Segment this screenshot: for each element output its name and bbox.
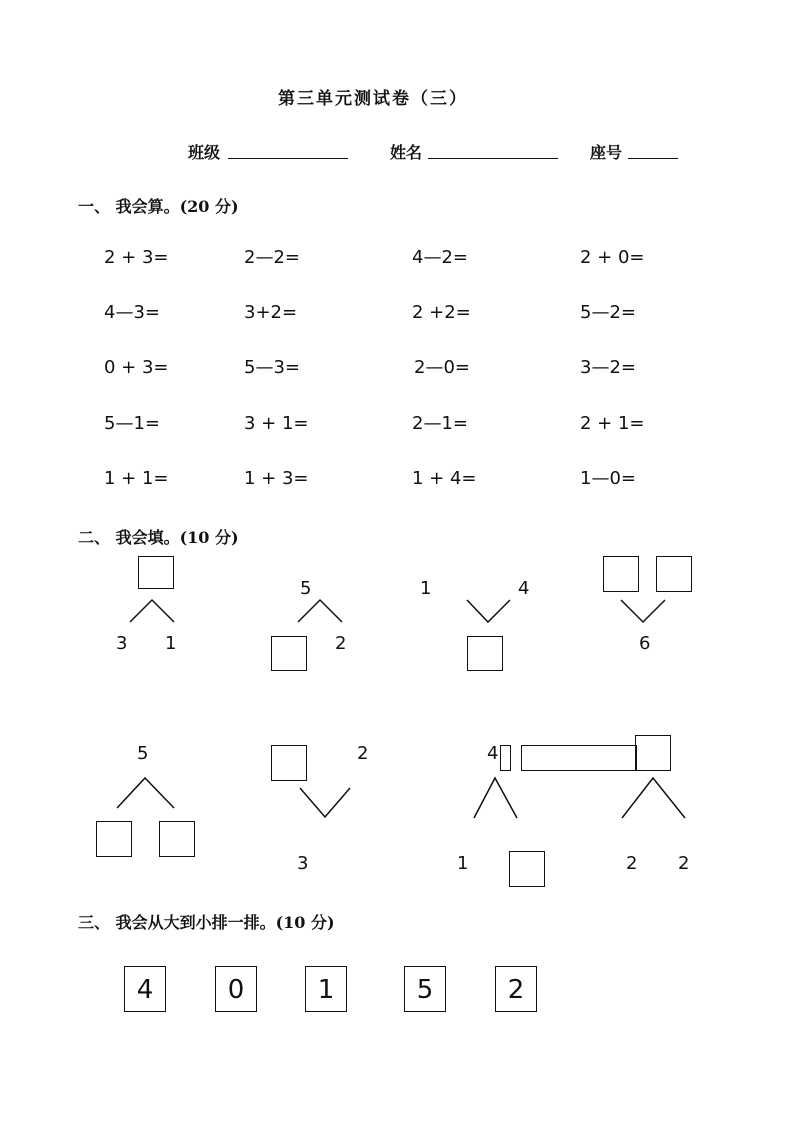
equation: 4—2=: [412, 247, 468, 268]
equation: 3+2=: [244, 302, 298, 323]
bond-number: 1: [420, 578, 432, 599]
answer-bar[interactable]: [521, 745, 637, 771]
equation: 5—1=: [104, 413, 160, 434]
class-label: 班级: [188, 143, 221, 162]
equation: 3—2=: [580, 357, 636, 378]
bond-number: 5: [137, 743, 149, 764]
bond-number: 2: [626, 853, 638, 874]
answer-box[interactable]: [603, 556, 639, 592]
equation: 2—1=: [412, 413, 468, 434]
section1-heading: 一、 我会算。(20 分): [78, 197, 239, 216]
equation: 1 + 1=: [104, 468, 169, 489]
equation: 2 +2=: [412, 302, 471, 323]
equation: 2 + 1=: [580, 413, 645, 434]
bond-number: 1: [457, 853, 469, 874]
bond-number: 4: [487, 743, 499, 764]
bond-number: 3: [116, 633, 128, 654]
bond-number: 2: [357, 743, 369, 764]
equation: 5—3=: [244, 357, 300, 378]
equation: 4—3=: [104, 302, 160, 323]
answer-box[interactable]: [96, 821, 132, 857]
equation: 3 + 1=: [244, 413, 309, 434]
answer-box[interactable]: [467, 636, 503, 671]
section3-heading: 三、 我会从大到小排一排。(10 分): [78, 913, 335, 932]
answer-box[interactable]: [635, 735, 671, 771]
name-label: 姓名: [390, 143, 423, 162]
page-title: 第三单元测试卷（三）: [278, 89, 468, 109]
bond-number: 3: [297, 853, 309, 874]
equation: 5—2=: [580, 302, 636, 323]
equation: 1—0=: [580, 468, 636, 489]
equation: 1 + 4=: [412, 468, 477, 489]
answer-box[interactable]: [271, 636, 307, 671]
equation: 0 + 3=: [104, 357, 169, 378]
bond-number: 1: [165, 633, 177, 654]
answer-box[interactable]: [271, 745, 307, 781]
bond-number: 4: [518, 578, 530, 599]
bond-number: 5: [300, 578, 312, 599]
answer-box[interactable]: [500, 745, 511, 771]
equation: 2—0=: [414, 357, 470, 378]
equation: 2—2=: [244, 247, 300, 268]
answer-box[interactable]: [159, 821, 195, 857]
number-card: 1: [305, 966, 347, 1012]
answer-box[interactable]: [138, 556, 174, 589]
equation: 1 + 3=: [244, 468, 309, 489]
number-card: 0: [215, 966, 257, 1012]
number-card: 4: [124, 966, 166, 1012]
equation: 2 + 3=: [104, 247, 169, 268]
number-card: 5: [404, 966, 446, 1012]
bond-number: 2: [335, 633, 347, 654]
seat-label: 座号: [590, 143, 623, 162]
bond-number: 6: [639, 633, 651, 654]
bond-number: 2: [678, 853, 690, 874]
answer-box[interactable]: [509, 851, 545, 887]
number-card: 2: [495, 966, 537, 1012]
answer-box[interactable]: [656, 556, 692, 592]
section2-heading: 二、 我会填。(10 分): [78, 528, 239, 547]
equation: 2 + 0=: [580, 247, 645, 268]
